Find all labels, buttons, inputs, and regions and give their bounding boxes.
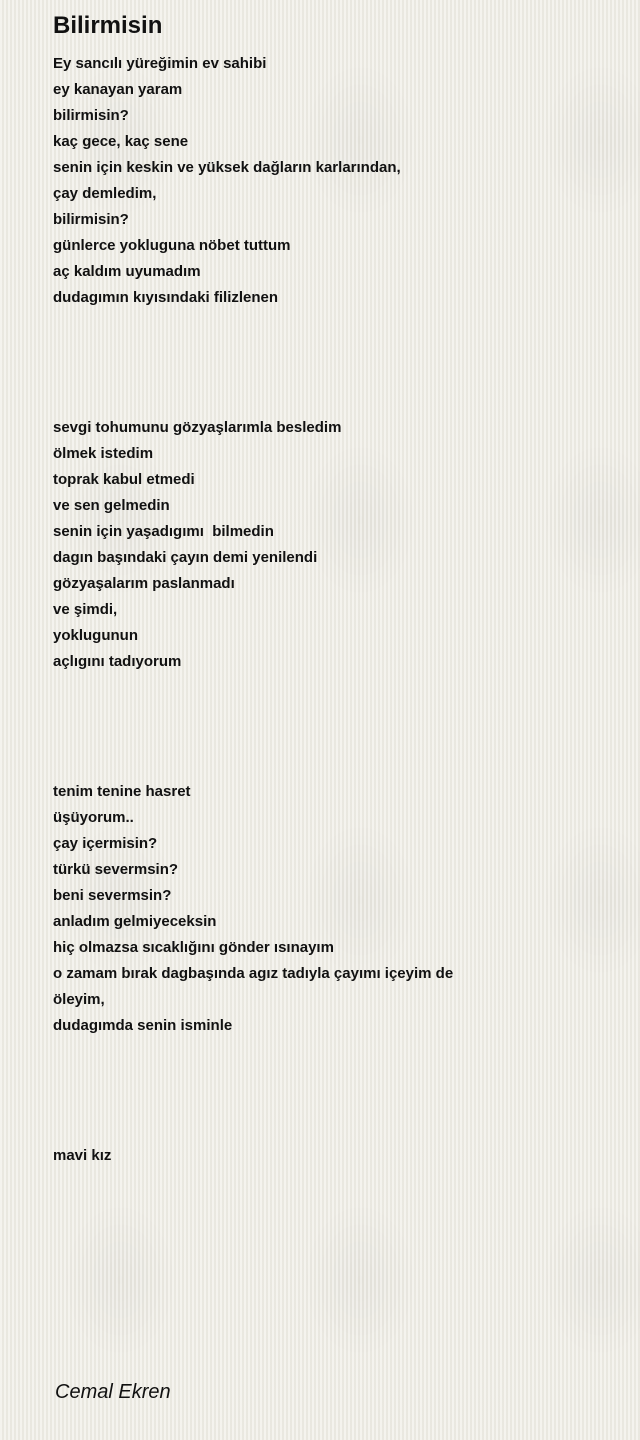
poem-line: açlıgını tadıyorum (53, 653, 182, 670)
poem-line: mavi kız (53, 1147, 112, 1164)
poem-line: dudagımın kıyısındaki filizlenen (53, 289, 279, 306)
poem-line: bilirmisin? (53, 211, 129, 228)
poem-title: Bilirmisin (53, 12, 163, 39)
poem-line: ölmek istedim (53, 445, 154, 462)
poem-line: beni severmsin? (53, 887, 172, 904)
poem-line: hiç olmazsa sıcaklığını gönder ısınayım (53, 939, 334, 956)
poem-line: ve şimdi, (53, 601, 118, 618)
stanza-3 (53, 779, 613, 1039)
poem-line: öleyim, (53, 991, 105, 1008)
poem-line: senin için keskin ve yüksek dağların karlarından, (53, 159, 401, 176)
poem-line: üşüyorum.. (53, 809, 134, 826)
poem-line: kaç gece, kaç sene (53, 133, 189, 150)
poem-line: o zamam bırak dagbaşında agız tadıyla çayımı içeyim de (53, 965, 454, 982)
poem-line: günlerce yokluguna nöbet tuttum (53, 237, 291, 254)
poem-line: toprak kabul etmedi (53, 471, 195, 488)
poem-line: anladım gelmiyeceksin (53, 913, 217, 930)
poem-line: türkü severmsin? (53, 861, 179, 878)
stanza-1 (53, 51, 613, 311)
poem-line: senin için yaşadıgımı bilmedin (53, 523, 274, 540)
poem-line: ey kanayan yaram (53, 81, 183, 98)
stanza-2 (53, 415, 613, 675)
poem-line: tenim tenine hasret (53, 783, 191, 800)
poem-line: gözyaşalarım paslanmadı (53, 575, 235, 592)
poem-line: sevgi tohumunu gözyaşlarımla besledim (53, 419, 342, 436)
poem-line: bilirmisin? (53, 107, 129, 124)
poem-line: yoklugunun (53, 627, 138, 644)
stanza-4 (53, 1143, 613, 1169)
poem-line: dagın başındaki çayın demi yenilendi (53, 549, 318, 566)
poem-body (53, 51, 613, 1273)
poem-line: Ey sancılı yüreğimin ev sahibi (53, 55, 267, 72)
poet-name: Cemal Ekren (55, 1381, 171, 1403)
poem-line: ve sen gelmedin (53, 497, 170, 514)
poem-line: aç kaldım uyumadım (53, 263, 201, 280)
poem-line: dudagımda senin isminle (53, 1017, 233, 1034)
poem-line: çay içermisin? (53, 835, 158, 852)
poem-line: çay demledim, (53, 185, 157, 202)
